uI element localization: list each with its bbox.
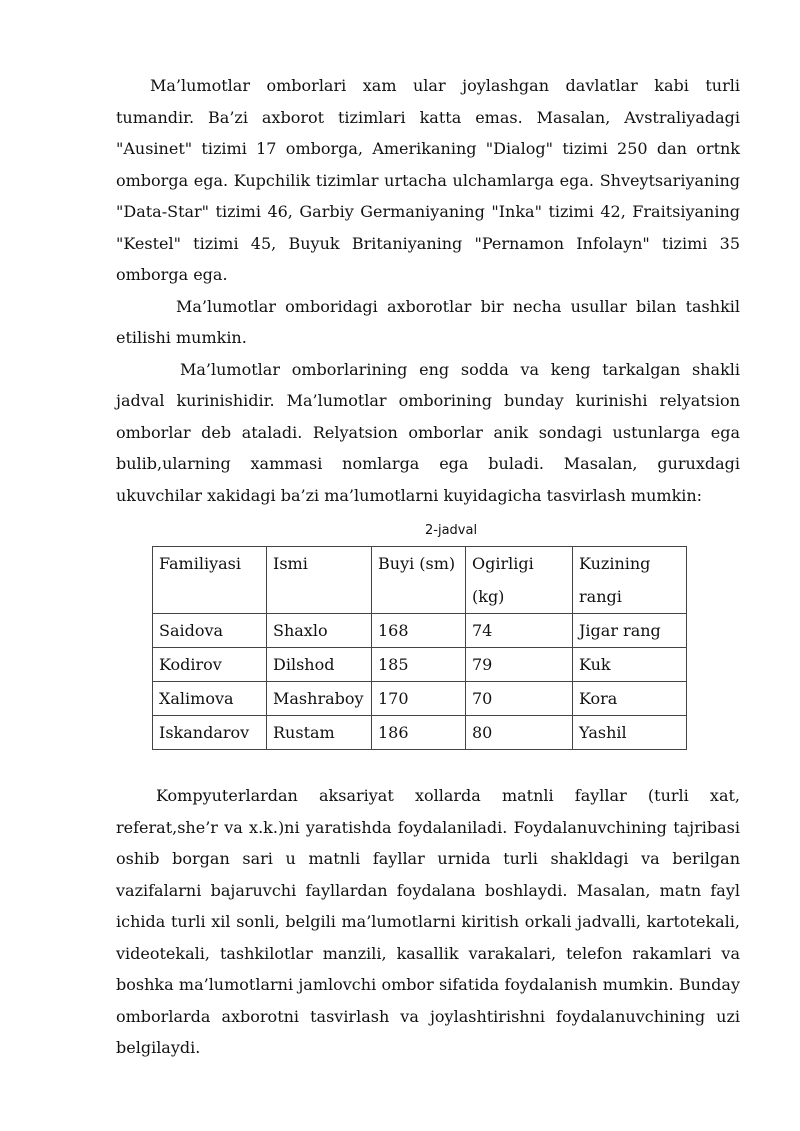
table-cell: Yashil: [573, 716, 687, 750]
header-buyi: Buyi (sm): [372, 547, 466, 614]
table-cell: 185: [372, 648, 466, 682]
table-cell: 80: [466, 716, 573, 750]
header-familiyasi: Familiyasi: [153, 547, 267, 614]
header-ismi: Ismi: [267, 547, 372, 614]
table-cell: 168: [372, 614, 466, 648]
table-cell: 70: [466, 682, 573, 716]
table-header-row: [153, 547, 687, 614]
table-cell: Iskandarov: [153, 716, 267, 750]
students-table: [152, 546, 687, 750]
table-cell: Dilshod: [267, 648, 372, 682]
table-cell: Rustam: [267, 716, 372, 750]
table-cell: 74: [466, 614, 573, 648]
table-cell: Kodirov: [153, 648, 267, 682]
table-cell: Shaxlo: [267, 614, 372, 648]
table-cell: Saidova: [153, 614, 267, 648]
table-row: [153, 682, 687, 716]
table-row: [153, 614, 687, 648]
table-row: [153, 648, 687, 682]
paragraph-organization-methods: Ma’lumotlar omboridagi axborotlar bir necha usullar bilan tashkil etilishi mumkin.: [116, 296, 740, 347]
header-kuzining-rangi: Kuzining rangi: [573, 547, 687, 614]
document-page: [116, 70, 740, 1064]
table-cell: Mashraboy: [267, 682, 372, 716]
table-cell: Kuk: [573, 648, 687, 682]
table-cell: 79: [466, 648, 573, 682]
table-cell: 186: [372, 716, 466, 750]
paragraph-text-files: Kompyuterlardan aksariyat xollarda matnli fayllar (turli xat, referat,she’r va x.k.)ni yaratishda foydalaniladi. Foydalanuvchining tajribasi oshib borgan sari u matnli fayllar urnida turli shakldagi va berilgan vazifalarni bajaruvchi fayllardan foydalana boshlaydi. Masalan, matn fayl ichida turli xil sonli, belgili ma’lumotlarni kiritish orkali jadvalli, kartotekali, videotekali, tashkilotlar manzili, kasallik varakalari, telefon rakamlari va boshka ma’lumotlarni jamlovchi ombor sifatida foydalanish mumkin. Bunday omborlarda axborotni tasvirlash va joylashtirishni foydalanuvchining uzi belgilaydi.: [116, 786, 740, 1057]
header-ogirligi: Ogirligi (kg): [466, 547, 573, 614]
table-row: [153, 716, 687, 750]
table-caption: 2-jadval: [425, 523, 478, 538]
paragraph-databases-overview: Ma’lumotlar omborlari xam ular joylashgan davlatlar kabi turli tumandir. Ba’zi axborot tizimlari katta emas. Masalan, Avstraliyadagi "Ausinet" tizimi 17 omborga, Amerikaning "Dialog" tizimi 250 dan ortnk omborga ega. Kupchilik tizimlar urtacha ulchamlarga ega. Shveytsariyaning "Data-Star" tizimi 46, Garbiy Germaniyaning "Inka" tizimi 42, Fraitsiyaning "Kestel" tizimi 45, Buyuk Britaniyaning "Pernamon Infolayn" tizimi 35 omborga ega.: [116, 76, 740, 284]
table-cell: Jigar rang: [573, 614, 687, 648]
table-cell: Xalimova: [153, 682, 267, 716]
table-cell: Kora: [573, 682, 687, 716]
paragraph-relational-databases: Ma’lumotlar omborlarining eng sodda va keng tarkalgan shakli jadval kurinishidir. Ma’lumotlar omborining bunday kurinishi relyatsion omborlar deb ataladi. Relyatsion omborlar anik sondagi ustunlarga ega bulib,ularning xammasi nomlarga ega buladi. Masalan, guruxdagi ukuvchilar xakidagi ba’zi ma’lumotlarni kuyidagicha tasvirlash mumkin:: [116, 359, 740, 505]
table-cell: 170: [372, 682, 466, 716]
